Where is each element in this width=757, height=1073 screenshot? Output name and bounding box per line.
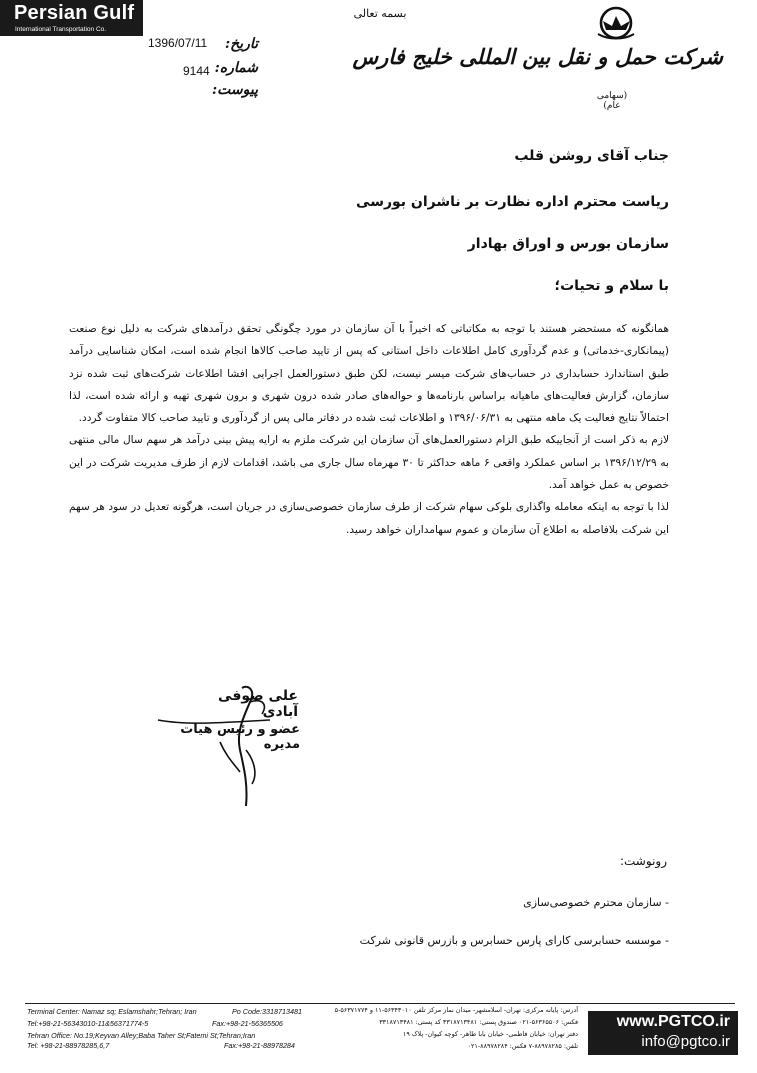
- footer-postcode: Po Code:3318713481: [232, 1007, 302, 1016]
- greeting: با سلام و تحیات؛: [554, 278, 669, 294]
- company-name: شرکت حمل و نقل بین المللی خلیج فارس: [352, 44, 723, 69]
- footer-fa-phone: تلفن: ۸۸۹۷۸۲۸۵-۷ فکس: ۸۸۹۷۸۲۸۴-۰۲۱: [467, 1042, 578, 1050]
- signatory-title: عضو و رئیس هیات مدیره: [180, 722, 300, 752]
- addressee-organization: سازمان بورس و اوراق بهادار: [467, 236, 669, 252]
- number-label: شماره:: [214, 60, 258, 76]
- body-paragraph-2: لازم به ذکر است از آنجاییکه طبق الزام دستورالعمل‌های آن سازمان این شرکت ملزم به ارایه پیش بینی درآمد هر سهم سال مالی منتهی به ۱۳۹۶/۱۲/۲۹ بر اساس عملکرد واقعی ۶ ماهه حداکثر تا ۳۰ مهرماه سال جاری می باشد، اقدامات لازم از طرف مدیریت شرکت در این خصوص به عمل خواهد آمد.: [69, 434, 670, 492]
- brand-subtitle: International Transportation Co.: [15, 26, 107, 33]
- footer-terminal-fax: Fax:+98-21-56365506: [212, 1019, 283, 1028]
- footer-office-fax: Fax:+98-21-88978284: [224, 1041, 295, 1050]
- attachment-label: پیوست:: [212, 82, 258, 98]
- cc-item: - موسسه حسابرسی کارای پارس حسابرس و بازرس قانونی شرکت: [359, 934, 669, 947]
- footer-office-address: Tehran Office: No.19;Keyvan Alley;Baba Taher St;Fatemi St;Tehran;Iran: [27, 1031, 256, 1040]
- body-paragraph-3: لذا با توجه به اینکه معامله واگذاری بلوکی سهام شرکت از طرف سازمان خصوصی‌سازی در جریان است، هرگونه تعدیل در سود هر سهم این شرکت بلافاصله به اطلاع آن سازمان و عموم سهامداران خواهد رسید.: [69, 501, 669, 536]
- cc-item: - سازمان محترم خصوصی‌سازی: [523, 896, 669, 909]
- email-link[interactable]: info@pgtco.ir: [641, 1033, 730, 1050]
- footer-terminal-address: Terminal Center: Namaz sq; Eslamshahr;Tehran; Iran: [27, 1007, 197, 1016]
- footer-terminal-phone: Tel:+98-21-56343010-11&56371774-5: [27, 1019, 149, 1028]
- footer-fa-fax: فکس: ۵۶۳۶۵۵۰۶-۰۲۱ صندوق پستی: ۳۳۱۸۷۱۳۴۸۱ کد پستی: ۳۳۱۸۷۱۳۴۸۱: [379, 1018, 578, 1026]
- website-link[interactable]: www.PGTCO.ir: [616, 1013, 730, 1030]
- footer-fa-address: آدرس: پایانه مرکزی: تهران- اسلامشهر- میدان نماز مرکز تلفن ۵۶۳۴۳۰۱۰-۱۱ و ۵۶۳۷۱۷۷۴-۵: [334, 1006, 578, 1014]
- invocation: بسمه تعالی: [353, 7, 407, 20]
- signatory-name: علی صوفی آبادی: [218, 688, 298, 720]
- footer-divider: [25, 1003, 735, 1004]
- cc-title: رونوشت:: [619, 854, 667, 868]
- company-logo-emblem: [588, 4, 644, 44]
- addressee-title: ریاست محترم اداره نظارت بر ناشران بورسی: [356, 194, 669, 210]
- brand-name: Persian Gulf: [14, 2, 135, 24]
- letter-body: [69, 318, 669, 541]
- company-type: (سهامی عام): [596, 91, 628, 111]
- date-value: 1396/07/11: [148, 36, 208, 50]
- body-paragraph-1: همانگونه که مستحضر هستند با توجه به مکاتباتی که اخیراً با آن سازمان در مورد چگونگی تحقق درآمدهای شرکت به دلیل نوع صنعت (پیمانکاری-خدماتی) و عدم گردآوری کامل اطلاعات داخل استانی که پس از تایید صاحب کالاها انجام شده است، امکان شناسایی درآمد طبق استاندارد حسابداری در حساب‌های شرکت میسر نیست، لکن طبق دستورالعمل اجرایی افشا اطلاعات شرکت‌های ثبت شده نزد سازمان، گزارش فعالیت‌های ماهیانه براساس بارنامه‌ها و حواله‌های صادر شده درون شهری و برون شهری تهیه و ارائه شده است، لذا احتمالاً نتایج فعالیت یک ماهه منتهی به ۱۳۹۶/۰۶/۳۱ و اطلاعات ثبت شده در دفاتر مالی پس از گردآوری و تایید صاحب کالا متفاوت گردد.: [69, 323, 669, 425]
- footer-office-phone: Tel: +98-21-88978285,6,7: [27, 1041, 110, 1050]
- addressee-name: جناب آقای روشن قلب: [514, 148, 669, 164]
- footer-fa-office: دفتر تهران: خیابان فاطمی- خیابان بابا طاهر- کوچه کیوان- پلاک ۱۹: [402, 1030, 578, 1038]
- number-value: 9144: [183, 64, 210, 78]
- date-label: تاریخ:: [224, 36, 258, 52]
- handwritten-signature: [150, 680, 320, 820]
